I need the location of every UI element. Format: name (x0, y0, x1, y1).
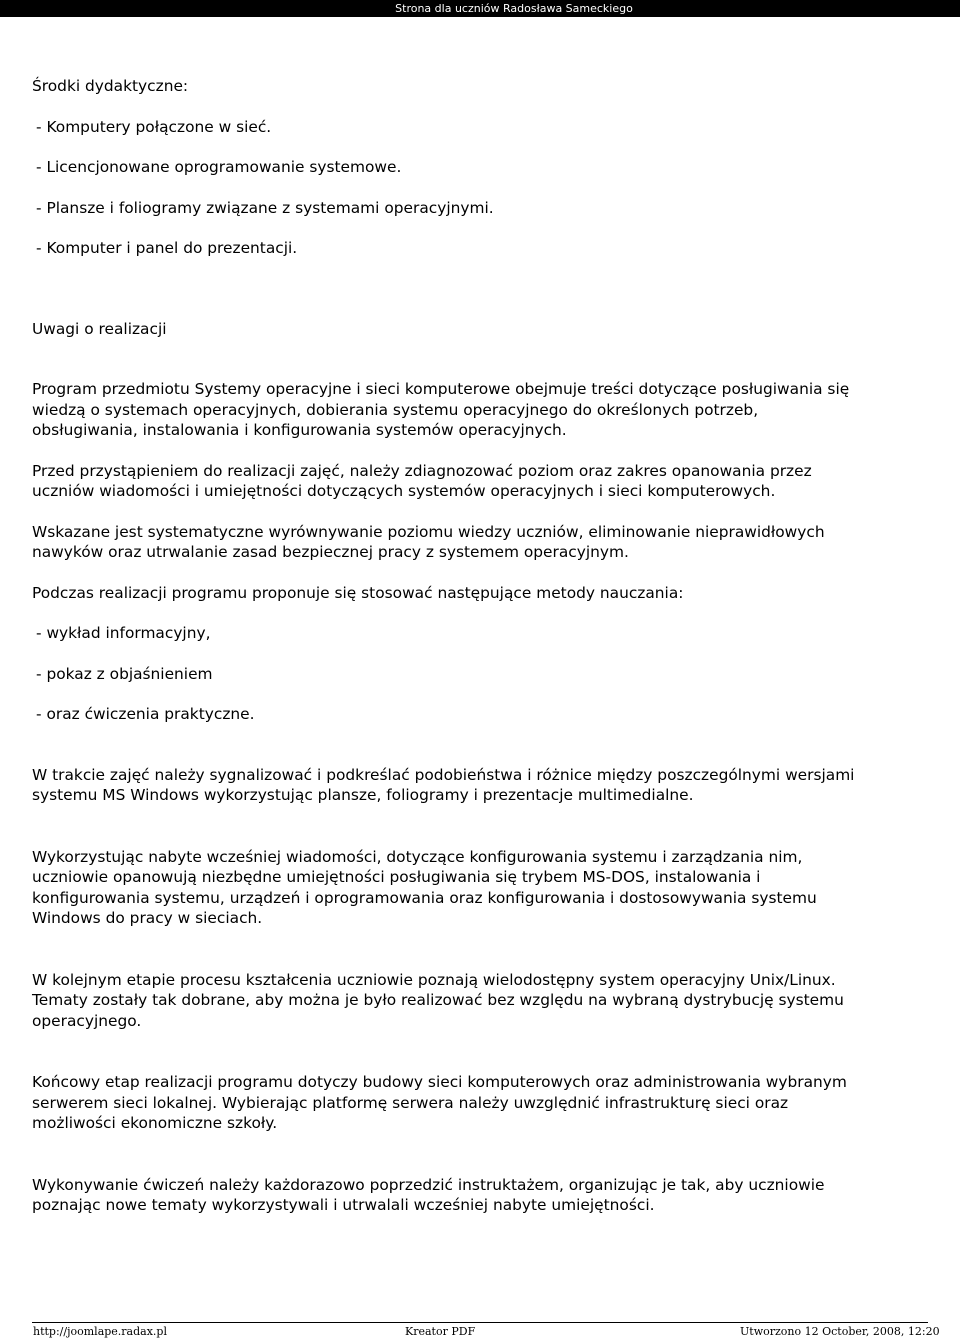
paragraph-msdos (32, 847, 932, 929)
paragraph-line: Wykonywanie ćwiczeń należy każdorazowo poprzedzić instruktażem, organizując je tak, aby uczniowie (32, 1175, 825, 1194)
page-header-bar (0, 0, 960, 17)
paragraph-windows (32, 765, 932, 806)
paragraph-line: Tematy zostały tak dobrane, aby można je było realizować bez względu na wybraną dystrybucję systemu (32, 991, 844, 1009)
paragraph-line: serwerem sieci lokalnej. Wybierając platformę serwera należy uwzględnić infrastrukturę sieci oraz (32, 1093, 789, 1112)
paragraph-line: uczniów wiadomości i umiejętności dotyczących systemów operacyjnych i sieci komputerowych. (32, 482, 776, 500)
footer-divider (32, 1322, 928, 1323)
paragraph-line: obsługiwania, instalowania i konfigurowania systemów operacyjnych. (32, 421, 567, 439)
paragraph-line: W kolejnym etapie procesu kształcenia uczniowie poznają wielodostępny system operacyjny Unix/Linux. (32, 970, 836, 989)
paragraph-line: uczniowie opanowują niezbędne umiejętności posługiwania się trybem MS-DOS, instalowania i (32, 868, 761, 886)
document-body (32, 76, 932, 1216)
paragraph-diagnoza (32, 461, 932, 502)
paragraph-line: operacyjnego. (32, 1011, 142, 1030)
list-item: - Plansze i foliogramy związane z systemami operacyjnymi. (36, 198, 494, 217)
paragraph-metody: Podczas realizacji programu proponuje się stosować następujące metody nauczania: (32, 583, 684, 602)
list-item: - pokaz z objaśnieniem (36, 664, 213, 683)
paragraph-line: możliwości ekonomiczne szkoły. (32, 1114, 278, 1132)
paragraph-wyrownywanie (32, 522, 932, 563)
list-item: - oraz ćwiczenia praktyczne. (36, 705, 255, 723)
paragraph-line: poznając nowe tematy wykorzystywali i utrwalali wcześniej nabyte umiejętności. (32, 1196, 655, 1214)
footer-generator: Kreator PDF (405, 1325, 476, 1338)
paragraph-line: Końcowy etap realizacji programu dotyczy budowy sieci komputerowych oraz administrowania wybranym (32, 1073, 847, 1091)
paragraph-line: nawyków oraz utrwalanie zasad bezpiecznej pracy z systemem operacyjnym. (32, 543, 629, 561)
paragraph-line: wiedzą o systemach operacyjnych, dobierania systemu operacyjnego do określonych potrzeb, (32, 400, 759, 419)
list-item: - Komputery połączone w sieć. (36, 117, 272, 136)
paragraph-line: W trakcie zajęć należy sygnalizować i podkreślać podobieństwa i różnice między poszczególnymi wersjami (32, 765, 855, 784)
section-heading-uwagi: Uwagi o realizacji (32, 319, 167, 338)
paragraph-cwiczenia (32, 1175, 932, 1216)
list-item: - wykład informacyjny, (36, 624, 211, 642)
paragraph-line: Wskazane jest systematyczne wyrównywanie poziomu wiedzy uczniów, eliminowanie nieprawidłowych (32, 522, 825, 541)
list-item: - Komputer i panel do prezentacji. (36, 239, 298, 257)
paragraph-line: konfigurowania systemu, urządzeń i oprogramowania oraz konfigurowania i dostosowywania systemu (32, 888, 817, 907)
paragraph-siec (32, 1072, 932, 1134)
paragraph-line: Windows do pracy w sieciach. (32, 909, 263, 927)
footer-created-date: Utworzono 12 October, 2008, 12:20 (740, 1325, 940, 1338)
paragraph-program (32, 379, 932, 441)
paragraph-line: Przed przystąpieniem do realizacji zajęć, należy zdiagnozować poziom oraz zakres opanowania przez (32, 461, 812, 480)
list-item: - Licencjonowane oprogramowanie systemowe. (36, 158, 402, 176)
paragraph-line: Program przedmiotu Systemy operacyjne i sieci komputerowe obejmuje treści dotyczące posługiwania się (32, 380, 850, 398)
paragraph-line: systemu MS Windows wykorzystując plansze, foliogramy i prezentacje multimedialne. (32, 786, 694, 804)
paragraph-line: Wykorzystując nabyte wcześniej wiadomości, dotyczące konfigurowania systemu i zarządzania nim, (32, 847, 803, 866)
footer-url-link[interactable]: http://joomlape.radax.pl (33, 1325, 167, 1338)
site-title: Strona dla uczniów Radosława Sameckiego (395, 2, 633, 15)
section-heading-srodki: Środki dydaktyczne: (32, 77, 189, 95)
paragraph-unix (32, 970, 932, 1032)
